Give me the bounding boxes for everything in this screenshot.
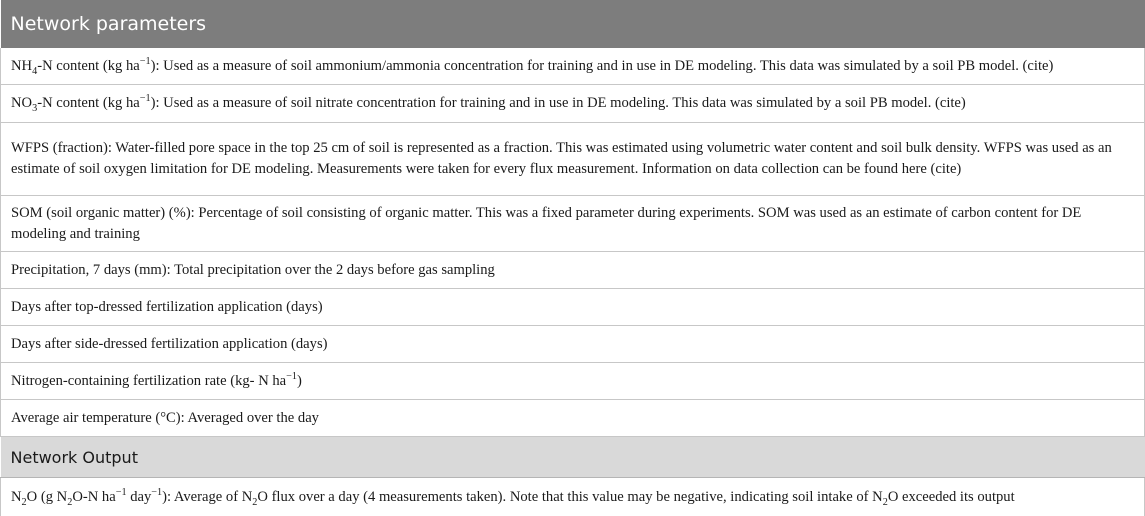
table-row xyxy=(1,478,1145,516)
table-row xyxy=(1,48,1145,85)
nh4-parameter-cell: $NH_4-N$ content (kg $ha^{-1}$): Used as a measure of soil ammonium/ammonia concentration for training and in use in DE modeling. This data was simulated by a soil PB model. (cite) xyxy=(1,48,1145,85)
parameters-header-row xyxy=(1,0,1145,48)
fertilization-rate-parameter-cell: Nitrogen-containing fertilization rate (kg- N $ha^{-1}$) xyxy=(1,363,1145,400)
table-row xyxy=(1,326,1145,363)
table-row xyxy=(1,85,1145,123)
table-row xyxy=(1,363,1145,400)
table-row xyxy=(1,123,1145,196)
wfps-parameter-cell: WFPS (fraction): Water-filled pore space in the top 25 cm of soil is represented as a fraction. This was estimated using volumetric water content and soil bulk density. WFPS was used as an estimate of soil oxygen limitation for DE modeling. Measurements were taken for every flux measurement. Information on data collection can be found here (cite) xyxy=(1,123,1145,196)
table-row xyxy=(1,196,1145,252)
output-header: Network Output xyxy=(1,437,1145,478)
n2o-output-cell: $N_2O$ (g $N_2O-N$ $ha^{-1}$ day$^{-1}$): Average of $N_2O$ flux over a day (4 measurements taken). Note that this value may be negative, indicating soil intake of $N_2O$ exceeded its output xyxy=(1,478,1145,516)
table-row xyxy=(1,252,1145,289)
side-dressed-parameter-cell: Days after side-dressed fertilization application (days) xyxy=(1,326,1145,363)
som-parameter-cell: SOM (soil organic matter) (%): Percentage of soil consisting of organic matter. This was a fixed parameter during experiments. SOM was used as an estimate of carbon content for DE modeling and training xyxy=(1,196,1145,252)
output-header-row xyxy=(1,437,1145,478)
precipitation-parameter-cell: Precipitation, 7 days (mm): Total precipitation over the 2 days before gas sampling xyxy=(1,252,1145,289)
top-dressed-parameter-cell: Days after top-dressed fertilization application (days) xyxy=(1,289,1145,326)
no3-parameter-cell: $NO_3-N$ content (kg $ha^{-1}$): Used as a measure of soil nitrate concentration for training and in use in DE modeling. This data was simulated by a soil PB model. (cite) xyxy=(1,85,1145,123)
table-row xyxy=(1,289,1145,326)
parameters-header: Network parameters xyxy=(1,0,1145,48)
table-row xyxy=(1,400,1145,437)
air-temperature-parameter-cell: Average air temperature (°C): Averaged over the day xyxy=(1,400,1145,437)
